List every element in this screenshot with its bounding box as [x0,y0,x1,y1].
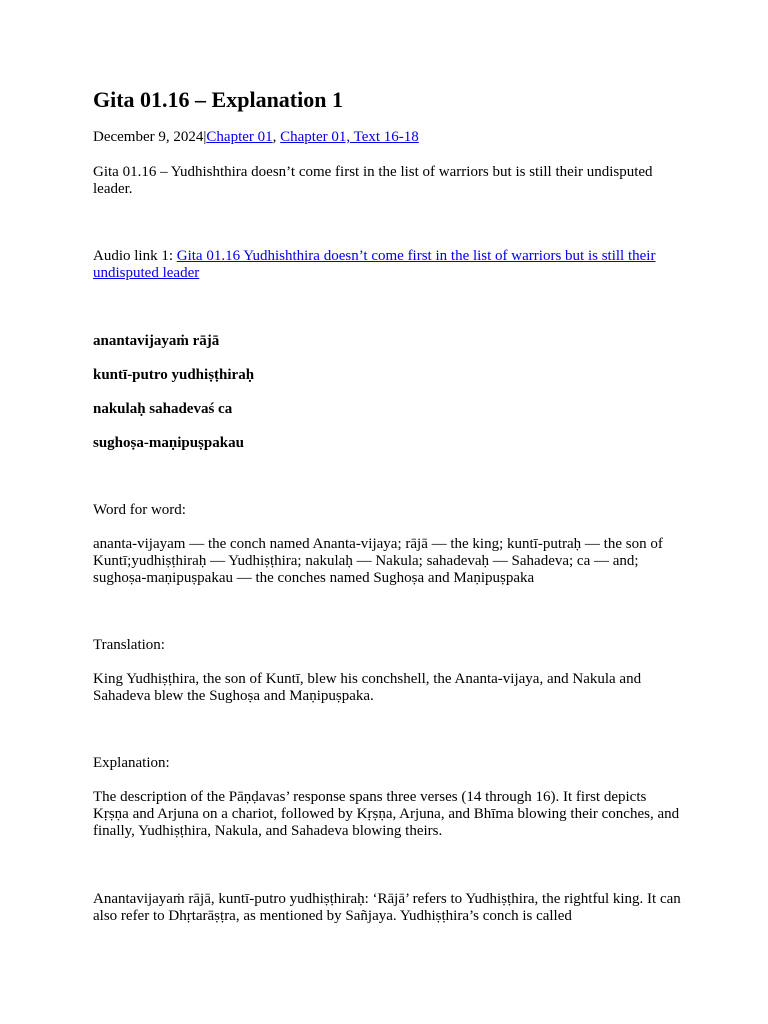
meta-separator: | [203,129,207,145]
word-for-word-text: ananta-vijayam — the conch named Ananta-vijaya; rājā — the king; kuntī-putraḥ — the son of Kuntī;yudhiṣṭhiraḥ — Yudhiṣṭhira; nakulaḥ — Nakula; sahadevaḥ — Sahadeva; ca — and; sughoṣa-maṇipuṣpakau — the conches named Sughoṣa and Maṇipuṣpaka [93,536,663,586]
category-link-chapter-01[interactable]: Chapter 01 [206,129,273,145]
audio-link[interactable]: Gita 01.16 Yudhishthira doesn’t come first in the list of warriors but is still their undisputed leader [93,248,656,281]
verse-line-2: kuntī-putro yudhiṣṭhiraḥ [93,367,255,383]
explanation-paragraph-1: The description of the Pāṇḍavas’ response spans three verses (14 through 16). It first depicts Kṛṣṇa and Arjuna on a chariot, followed by Kṛṣṇa, Arjuna, and Bhīma blowing their conches, and finally, Yudhiṣṭhira, Nakula, and Sahadeva blowing theirs. [93,789,680,839]
audio-link-paragraph [93,248,681,282]
verse-line-3: nakulaḥ sahadevaś ca [93,401,233,417]
post-meta: December 9, 2024|Chapter 01, Chapter 01, Text 16-18 [93,129,419,145]
intro-paragraph: Gita 01.16 – Yudhishthira doesn’t come first in the list of warriors but is still their undisputed leader. [93,164,653,197]
verse-line-4: sughoṣa-maṇipuṣpakau [93,435,244,451]
explanation-paragraph-2: Anantavijayaṁ rājā, kuntī-putro yudhiṣṭhiraḥ: ‘Rājā’ refers to Yudhiṣṭhira, the rightful king. It can also refer to Dhṛtarāṣṭra, as mentioned by Sañjaya. Yudhiṣṭhira’s conch is called [93,891,681,924]
translation-text: King Yudhiṣṭhira, the son of Kuntī, blew his conchshell, the Ananta-vijaya, and Nakula and Sahadeva blew the Sughoṣa and Maṇipuṣpaka. [93,671,642,704]
word-for-word-heading: Word for word: [93,502,186,518]
explanation-heading: Explanation: [93,755,170,771]
category-link-chapter-01-text-16-18[interactable]: Chapter 01, Text 16-18 [280,129,419,145]
page-title: Gita 01.16 – Explanation 1 [93,87,343,112]
audio-label: Audio link 1: [93,248,174,264]
verse-line-1: anantavijayaṁ rājā [93,333,220,349]
post-date: December 9, 2024 [93,129,204,145]
translation-heading: Translation: [93,637,165,653]
